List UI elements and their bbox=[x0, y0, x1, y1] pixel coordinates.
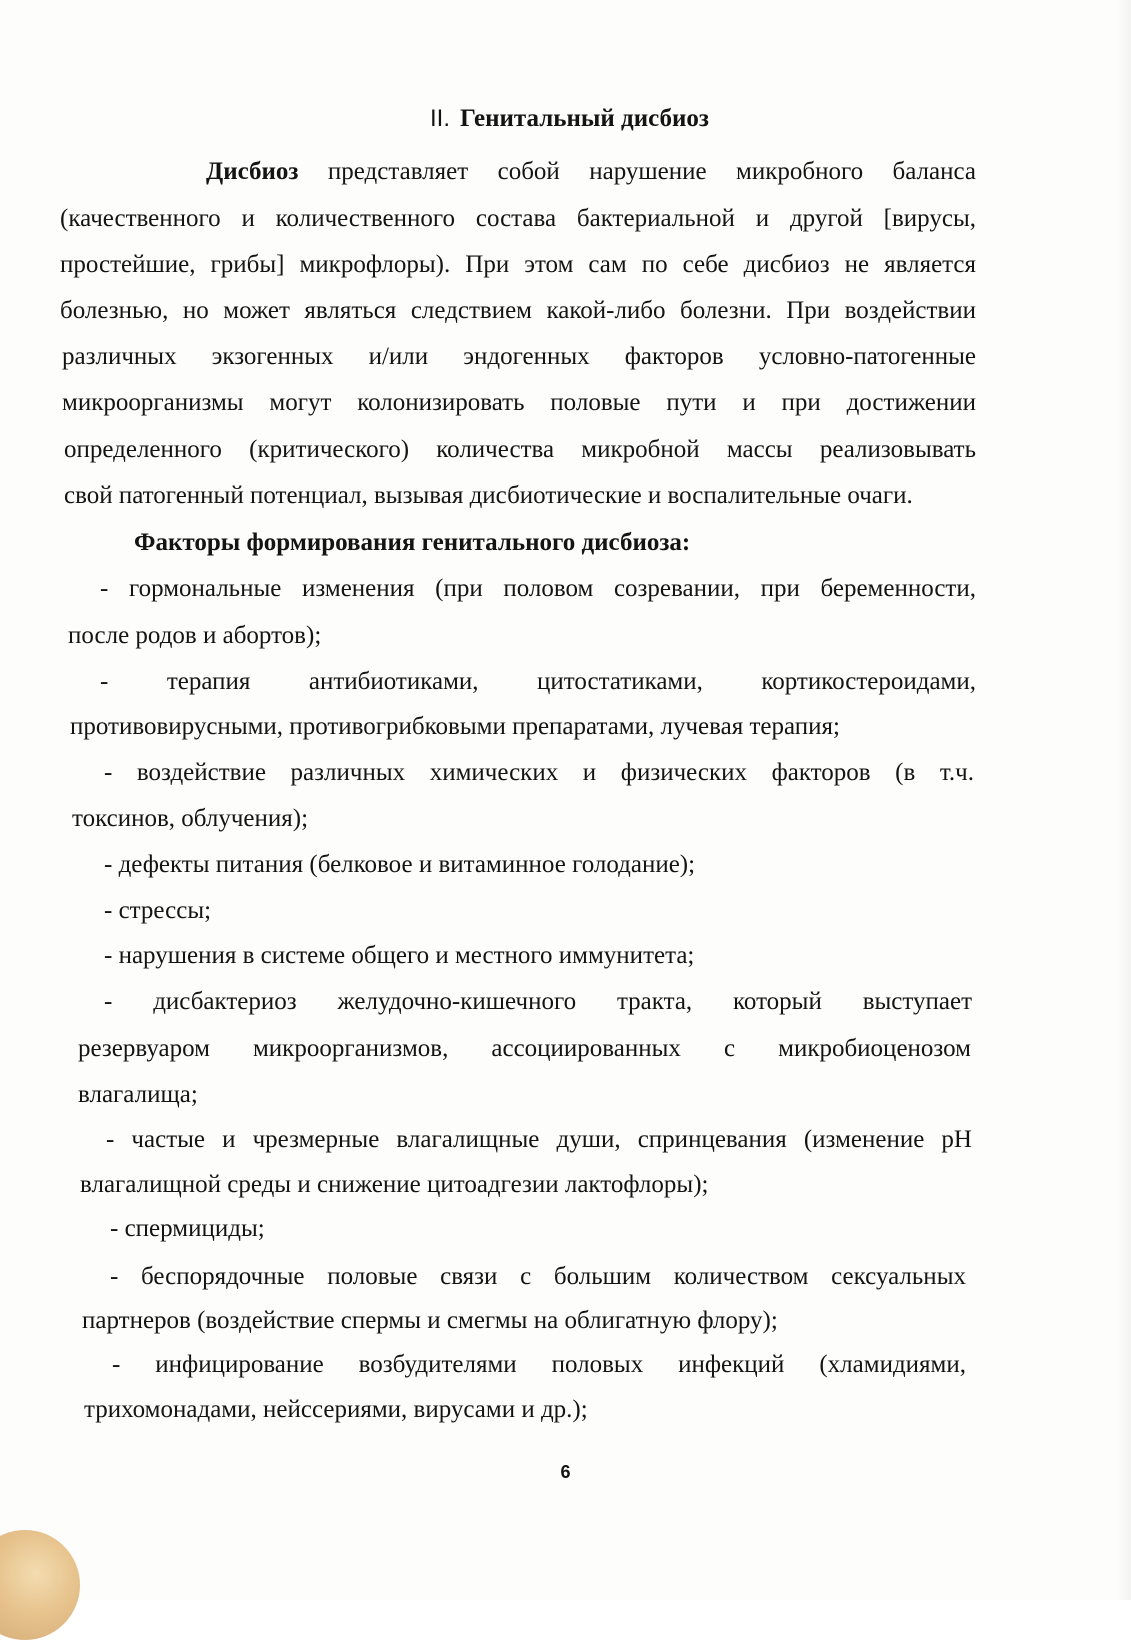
factor-line: трихомонадами, нейссериями, вирусами и др.); bbox=[84, 1396, 588, 1423]
factor-line: влагалища; bbox=[78, 1081, 198, 1108]
page-number: 6 bbox=[560, 1462, 571, 1482]
factor-line: - беспорядочные половые связи с большим количеством сексуальных bbox=[110, 1263, 966, 1290]
factor-line: - нарушения в системе общего и местного иммунитета; bbox=[104, 942, 695, 969]
factor-line: - воздействие различных химических и физических факторов (в т.ч. bbox=[104, 759, 974, 786]
factor-line: - спермициды; bbox=[110, 1215, 265, 1242]
factor-line: - дисбактериоз желудочно-кишечного тракта, который выступает bbox=[104, 988, 972, 1015]
intro-line: простейшие, грибы] микрофлоры). При этом сам по себе дисбиоз не является bbox=[60, 251, 976, 278]
section-numeral: II. bbox=[430, 105, 451, 132]
section-heading bbox=[430, 104, 709, 134]
factor-line: - инфицирование возбудителями половых инфекций (хламидиями, bbox=[112, 1351, 966, 1378]
factor-line: токсинов, облучения); bbox=[72, 805, 309, 832]
intro-line: определенного (критического) количества микробной массы реализовывать bbox=[64, 436, 976, 463]
factor-line: - частые и чрезмерные влагалищные души, спринцевания (изменение pH bbox=[106, 1126, 972, 1153]
factor-line: резервуаром микроорганизмов, ассоциированных с микробиоценозом bbox=[78, 1035, 971, 1062]
factor-line: партнеров (воздействие спермы и смегмы на облигатную флору); bbox=[82, 1307, 778, 1334]
scanner-thumb-shadow bbox=[0, 1530, 80, 1640]
intro-line1-rest: представляет собой нарушение микробного баланса bbox=[327, 158, 977, 185]
factor-line: - гормональные изменения (при половом созревании, при беременности, bbox=[100, 575, 976, 602]
intro-line: (качественного и количественного состава бактериальной и другой [вирусы, bbox=[60, 205, 976, 232]
factor-line: - терапия антибиотиками, цитостатиками, кортикостероидами, bbox=[100, 668, 976, 695]
factor-line: противовирусными, противогрибковыми препаратами, лучевая терапия; bbox=[70, 713, 840, 740]
intro-first-line bbox=[206, 157, 976, 187]
factor-line: - дефекты питания (белковое и витаминное голодание); bbox=[104, 851, 696, 878]
factor-line: после родов и абортов); bbox=[68, 622, 322, 649]
factor-line: - стрессы; bbox=[104, 897, 212, 924]
page-edge-shadow bbox=[1117, 0, 1131, 1600]
intro-line: различных экзогенных и/или эндогенных факторов условно-патогенные bbox=[62, 343, 976, 370]
factors-heading: Факторы формирования генитального дисбиоза: bbox=[134, 529, 691, 556]
intro-term: Дисбиоз bbox=[206, 158, 299, 185]
intro-line: микроорганизмы могут колонизировать половые пути и при достижении bbox=[62, 389, 976, 416]
intro-line: болезнью, но может являться следствием какой-либо болезни. При воздействии bbox=[60, 297, 976, 324]
intro-line-last: свой патогенный потенциал, вызывая дисбиотические и воспалительные очаги. bbox=[64, 482, 913, 509]
factor-line: влагалищной среды и снижение цитоадгезии лактофлоры); bbox=[80, 1171, 709, 1198]
section-title: Генитальный дисбиоз bbox=[460, 105, 709, 132]
